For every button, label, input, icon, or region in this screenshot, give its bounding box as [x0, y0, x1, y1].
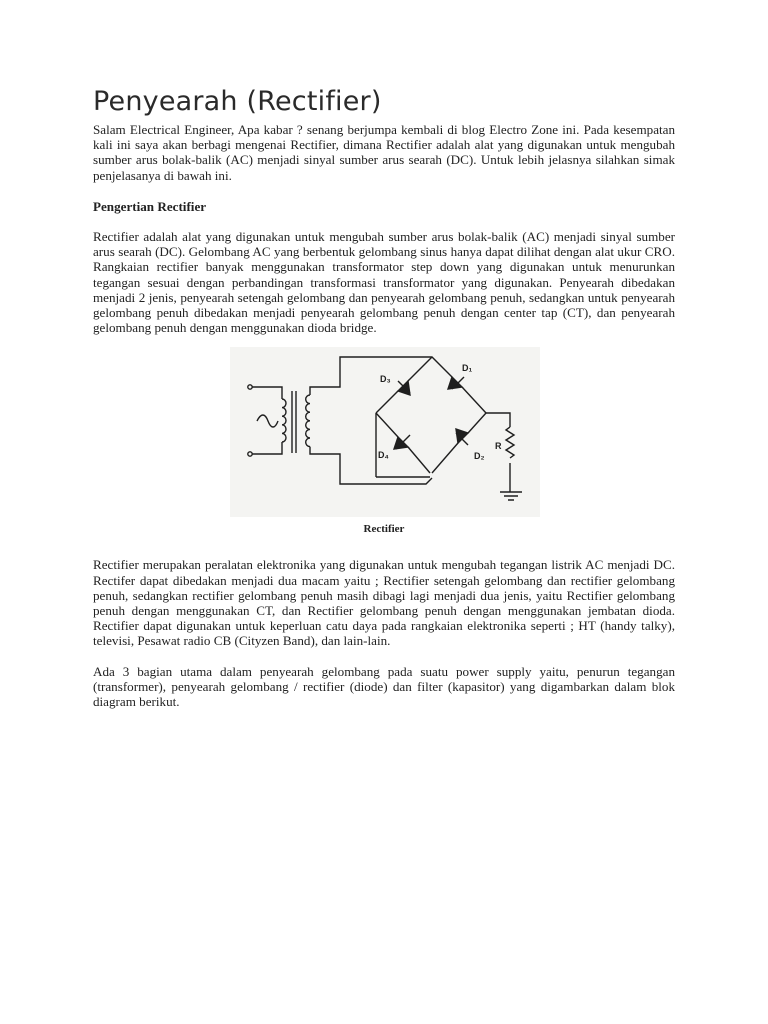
secondary-coil [306, 395, 310, 447]
label-d3: D₃ [380, 374, 391, 385]
secondary-bottom-wire [310, 447, 432, 484]
primary-coil [282, 399, 286, 442]
primary-top-wire [252, 387, 282, 399]
page-title: Penyearah (Rectifier) [93, 86, 382, 117]
figure-caption: Rectifier [363, 523, 405, 536]
document-page [93, 86, 675, 709]
resistor-r [506, 427, 514, 458]
bridge-wire-d4-top [376, 413, 398, 437]
bridge-wire-d1-bottom [462, 387, 486, 413]
rectifier-figure [93, 347, 675, 547]
circuit-schematic [230, 347, 540, 517]
bridge-wire-d4-bottom [408, 447, 430, 473]
diode-d3 [398, 381, 410, 395]
label-d1: D₁ [462, 363, 473, 374]
diode-d2 [456, 429, 468, 445]
ac-terminal-bottom [248, 452, 252, 456]
primary-bottom-wire [252, 442, 282, 454]
definition-paragraph: Rectifier adalah alat yang digunakan untuk mengubah sumber arus bolak-balik (AC) menjadi sinyal sumber arus searah (DC). Gelombang AC yang berbentuk gelombang sinus hanya dapat dilihat dengan alat ukur CRO. Rangkaian rectifier banyak menggunakan transformator step down yang digunakan untuk menurunkan tegangan sesuai dengan perbandingan transformasi transformator yang digunakan. Penyearah dibedakan menjadi 2 jenis, penyearah setengah gelombang dan penyearah gelombang penuh, sedangkan untuk penyearah gelombang penuh dibedakan menjadi penyearah gelombang penuh dengan center tap (CT), dan penyearah gelombang penuh dengan menggunakan dioda bridge. [93, 229, 675, 336]
bridge-wire-d2-top [468, 413, 486, 433]
label-r: R [495, 441, 502, 452]
ground-icon [500, 492, 522, 500]
label-d2: D₂ [474, 451, 485, 462]
bridge-rectifier-diagram [230, 347, 540, 517]
intro-paragraph: Salam Electrical Engineer, Apa kabar ? senang berjumpa kembali di blog Electro Zone ini. Pada kesempatan kali ini saya akan berbagi mengenai Rectifier, dimana Rectifier adalah alat yang digunakan untuk mengubah sumber arus bolak-balik (AC) menjadi sinyal sumber arus searah (DC). Untuk lebih jelasnya silahkan simak penjelasanya di bawah ini. [93, 122, 675, 183]
bridge-wire-d3-bottom [376, 391, 398, 413]
bridge-wire-d2-bottom [432, 443, 458, 473]
label-d4: D₄ [378, 450, 389, 461]
paragraph-4: Ada 3 bagian utama dalam penyearah gelombang pada suatu power supply yaitu, penurun tegangan (transformer), penyearah gelombang / rectifier (diode) dan filter (kapasitor) yang digambarkan dalam blok diagram berikut. [93, 663, 675, 710]
section-heading: Pengertian Rectifier [93, 198, 207, 214]
ac-terminal-top [248, 385, 252, 389]
diode-d4 [394, 435, 410, 449]
diode-d1 [448, 377, 464, 389]
output-positive-wire [486, 413, 510, 427]
ac-sine-icon [257, 415, 278, 427]
bridge-wire-d3-top [408, 357, 432, 381]
paragraph-3: Rectifier merupakan peralatan elektronika yang digunakan untuk mengubah tegangan listrik AC menjadi DC. Rectifer dapat dibedakan menjadi dua macam yaitu ; Rectifier setengah gelombang dan rectifier gelombang penuh, sedangkan rectifier gelombang penuh masih dibagi lagi menjadi dua jenis, yaitu Rectifier gelombang penuh dengan menggunakan CT, dan Rectifier gelombang penuh dengan menggunakan jembatan dioda. Rectifier dapat digunakan untuk keperluan catu daya pada rangkaian elektronika seperti ; HT (handy talky), televisi, Pesawat radio CB (Cityzen Band), dan lain-lain. [93, 557, 675, 649]
